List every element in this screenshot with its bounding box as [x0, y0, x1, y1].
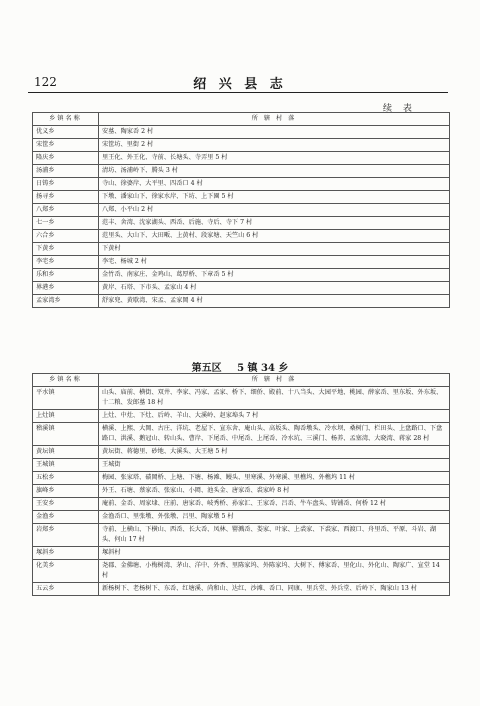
header-town: 乡镇名称	[33, 374, 99, 387]
table-row	[33, 560, 450, 583]
villages-cell: 范里头、大山下、大田畈、上黄村、段家塘、天竺山 6 村	[99, 230, 450, 243]
town-name-cell: 五松乡	[33, 472, 99, 485]
table-header-row	[33, 113, 450, 126]
town-name-cell: 旗峰乡	[33, 485, 99, 498]
town-name-cell: 平水镇	[33, 387, 99, 410]
table-row	[33, 583, 450, 596]
table-row	[33, 446, 450, 459]
villages-cell: 寺山、徐婆岸、大平里、四岙口 4 村	[99, 178, 450, 191]
villages-table-continued	[32, 112, 450, 308]
villages-cell: 金竹岙、南家庄、金鸡山、葛厚桥、下章岙 5 村	[99, 269, 450, 282]
villages-cell: 安墓、陶家岙 2 村	[99, 126, 450, 139]
villages-cell: 新杨树下、老杨树下、东岙、红塘溪、尚和山、达红、沙滩、岙口、同康、里兵堂、外兵堂、后岭下、陶家山 13 村	[99, 583, 450, 596]
town-name-cell: 黄坛镇	[33, 446, 99, 459]
town-name-cell: 塚斜乡	[33, 547, 99, 560]
header-rule	[28, 92, 448, 93]
page-number: 122	[34, 75, 57, 89]
villages-cell: 黄坛街、蒋德里、砂地、大溪头、大王塘 5 村	[99, 446, 450, 459]
town-name-cell: 汤浦乡	[33, 165, 99, 178]
town-name-cell: 界港乡	[33, 282, 99, 295]
header-villages: 所 辖 村 落	[99, 374, 450, 387]
header-villages: 所 辖 村 落	[99, 113, 450, 126]
villages-cell: 金渔岙口、里张墩、外张墩、吕里、陶家墩 5 村	[99, 511, 450, 524]
page-title: 绍 兴 县 志	[193, 77, 287, 92]
villages-cell: 塚斜村	[99, 547, 450, 560]
town-name-cell: 六合乡	[33, 230, 99, 243]
villages-cell: 清坊、汤浦岭下、腾头 3 村	[99, 165, 450, 178]
town-name-cell: 五云乡	[33, 583, 99, 596]
table-header-row	[33, 374, 450, 387]
table-row	[33, 459, 450, 472]
villages-cell: 下黄村	[99, 243, 450, 256]
town-name-cell: 王安乡	[33, 498, 99, 511]
villages-cell: 下墩、潘家山下、徐家水岸、下坊、上下園 5 村	[99, 191, 450, 204]
villages-cell: 横溪、上熙、大岡、古庄、洋坑、老屋下、宣东舍、庵山头、高坂头、陶岙墩头、冷水坝、桑树门、栏田头、上盘路口、下盘路口、洪溪、鹅冠山、转山头、曹岸、下尾岙、中尾岙、上尾岙、冷水坑、三溪门、杨养、孟塞湾、大晓湾、蒋家 28 村	[99, 423, 450, 446]
villages-cell: 里王化、外王化、寺前、长塘头、寺弄里 5 村	[99, 152, 450, 165]
town-name-cell: 王城镇	[33, 459, 99, 472]
table-row	[33, 498, 450, 511]
district-five-table	[32, 373, 450, 596]
town-name-cell: 优义乡	[33, 126, 99, 139]
town-name-cell: 八郑乡	[33, 204, 99, 217]
table-row	[33, 230, 450, 243]
table-row	[33, 165, 450, 178]
town-name-cell: 岩郑乡	[33, 524, 99, 547]
table-row	[33, 204, 450, 217]
table-row	[33, 126, 450, 139]
villages-cell: 外王、石塘、蔡家岙、张家山、小岡、池头金、唐家岙、裘家岭 8 村	[99, 485, 450, 498]
villages-cell: 范丰、舍湾、沈家湖头、西岙、后施、寺后、寺下 7 村	[99, 217, 450, 230]
villages-cell: 八郑、小平山 2 村	[99, 204, 450, 217]
header-town: 乡镇名称	[33, 113, 99, 126]
section-count: 5 镇 34 乡	[237, 363, 289, 374]
villages-cell: 梅园、张家塔、碛岡桥、上塘、下塘、杨滩、鳗头、里寒溪、外寒溪、里樵坞、外樵坞 11 村	[99, 472, 450, 485]
table-body	[33, 126, 450, 308]
villages-cell: 李宅、杨城 2 村	[99, 256, 450, 269]
villages-cell: 尧郡、金佛塘、小梅树湾、茅山、洋中、外香、里陈家坞、外陈家坞、大树下、傅家岙、里化山、外化山、陶家广、宣堂 14 村	[99, 560, 450, 583]
town-name-cell: 隆庆乡	[33, 152, 99, 165]
table-row	[33, 410, 450, 423]
table-row	[33, 547, 450, 560]
table-row	[33, 191, 450, 204]
table-row	[33, 178, 450, 191]
table-row	[33, 256, 450, 269]
villages-cell: 上灶、中灶、下灶、后岭、羊山、大溪岭、赵家埠头 7 村	[99, 410, 450, 423]
villages-cell: 山头、庙前、横街、双井、李家、冯家、孟家、桥下、细侨、殿前、十八当头、大园平地、桃园、薛家岙、里东坂、外东坂、十二粮、发郎墓 18 村	[99, 387, 450, 410]
table-row	[33, 139, 450, 152]
town-name-cell: 稽溪镇	[33, 423, 99, 446]
villages-cell: 寺前、上横山、下横山、西岙、长大岙、凤林、罂溅岙、娄家、叶家、上裘家、下裘家、西渡口、舟里岙、平原、斗岩、湖头、何山 17 村	[99, 524, 450, 547]
town-name-cell: 化美乡	[33, 560, 99, 583]
table-row	[33, 485, 450, 498]
villages-cell: 王城街	[99, 459, 450, 472]
town-name-cell: 日铸乡	[33, 178, 99, 191]
town-name-cell: 扬寻乡	[33, 191, 99, 204]
table-row	[33, 295, 450, 308]
villages-cell: 宋筐坊、里街 2 村	[99, 139, 450, 152]
table-row	[33, 472, 450, 485]
table-row	[33, 524, 450, 547]
town-name-cell: 七一乡	[33, 217, 99, 230]
table-row	[33, 387, 450, 410]
continued-label: 续 表	[383, 104, 416, 114]
town-name-cell: 乐和乡	[33, 269, 99, 282]
town-name-cell: 下黄乡	[33, 243, 99, 256]
villages-cell: 舒家兜、黄歇湾、宋孟、孟家岡 4 村	[99, 295, 450, 308]
villages-cell: 黄岸、石塔、下市头、孟家山 4 村	[99, 282, 450, 295]
town-name-cell: 孟家湾乡	[33, 295, 99, 308]
town-name-cell: 金渔乡	[33, 511, 99, 524]
town-name-cell: 李宅乡	[33, 256, 99, 269]
table-row	[33, 243, 450, 256]
table-row	[33, 152, 450, 165]
table-row	[33, 511, 450, 524]
section-name: 第五区	[191, 363, 222, 374]
table-row	[33, 423, 450, 446]
section-heading	[0, 359, 480, 374]
table-row	[33, 282, 450, 295]
town-name-cell: 上灶镇	[33, 410, 99, 423]
town-name-cell: 宋筐乡	[33, 139, 99, 152]
table-body	[33, 387, 450, 596]
villages-cell: 庵前、金岙、周家埭、庄前、唐家岙、岐秀桥、孙家汇、王家岙、吕岙、牛车盘头、铸铺岙、何桥 12 村	[99, 498, 450, 511]
table-row	[33, 217, 450, 230]
table-row	[33, 269, 450, 282]
